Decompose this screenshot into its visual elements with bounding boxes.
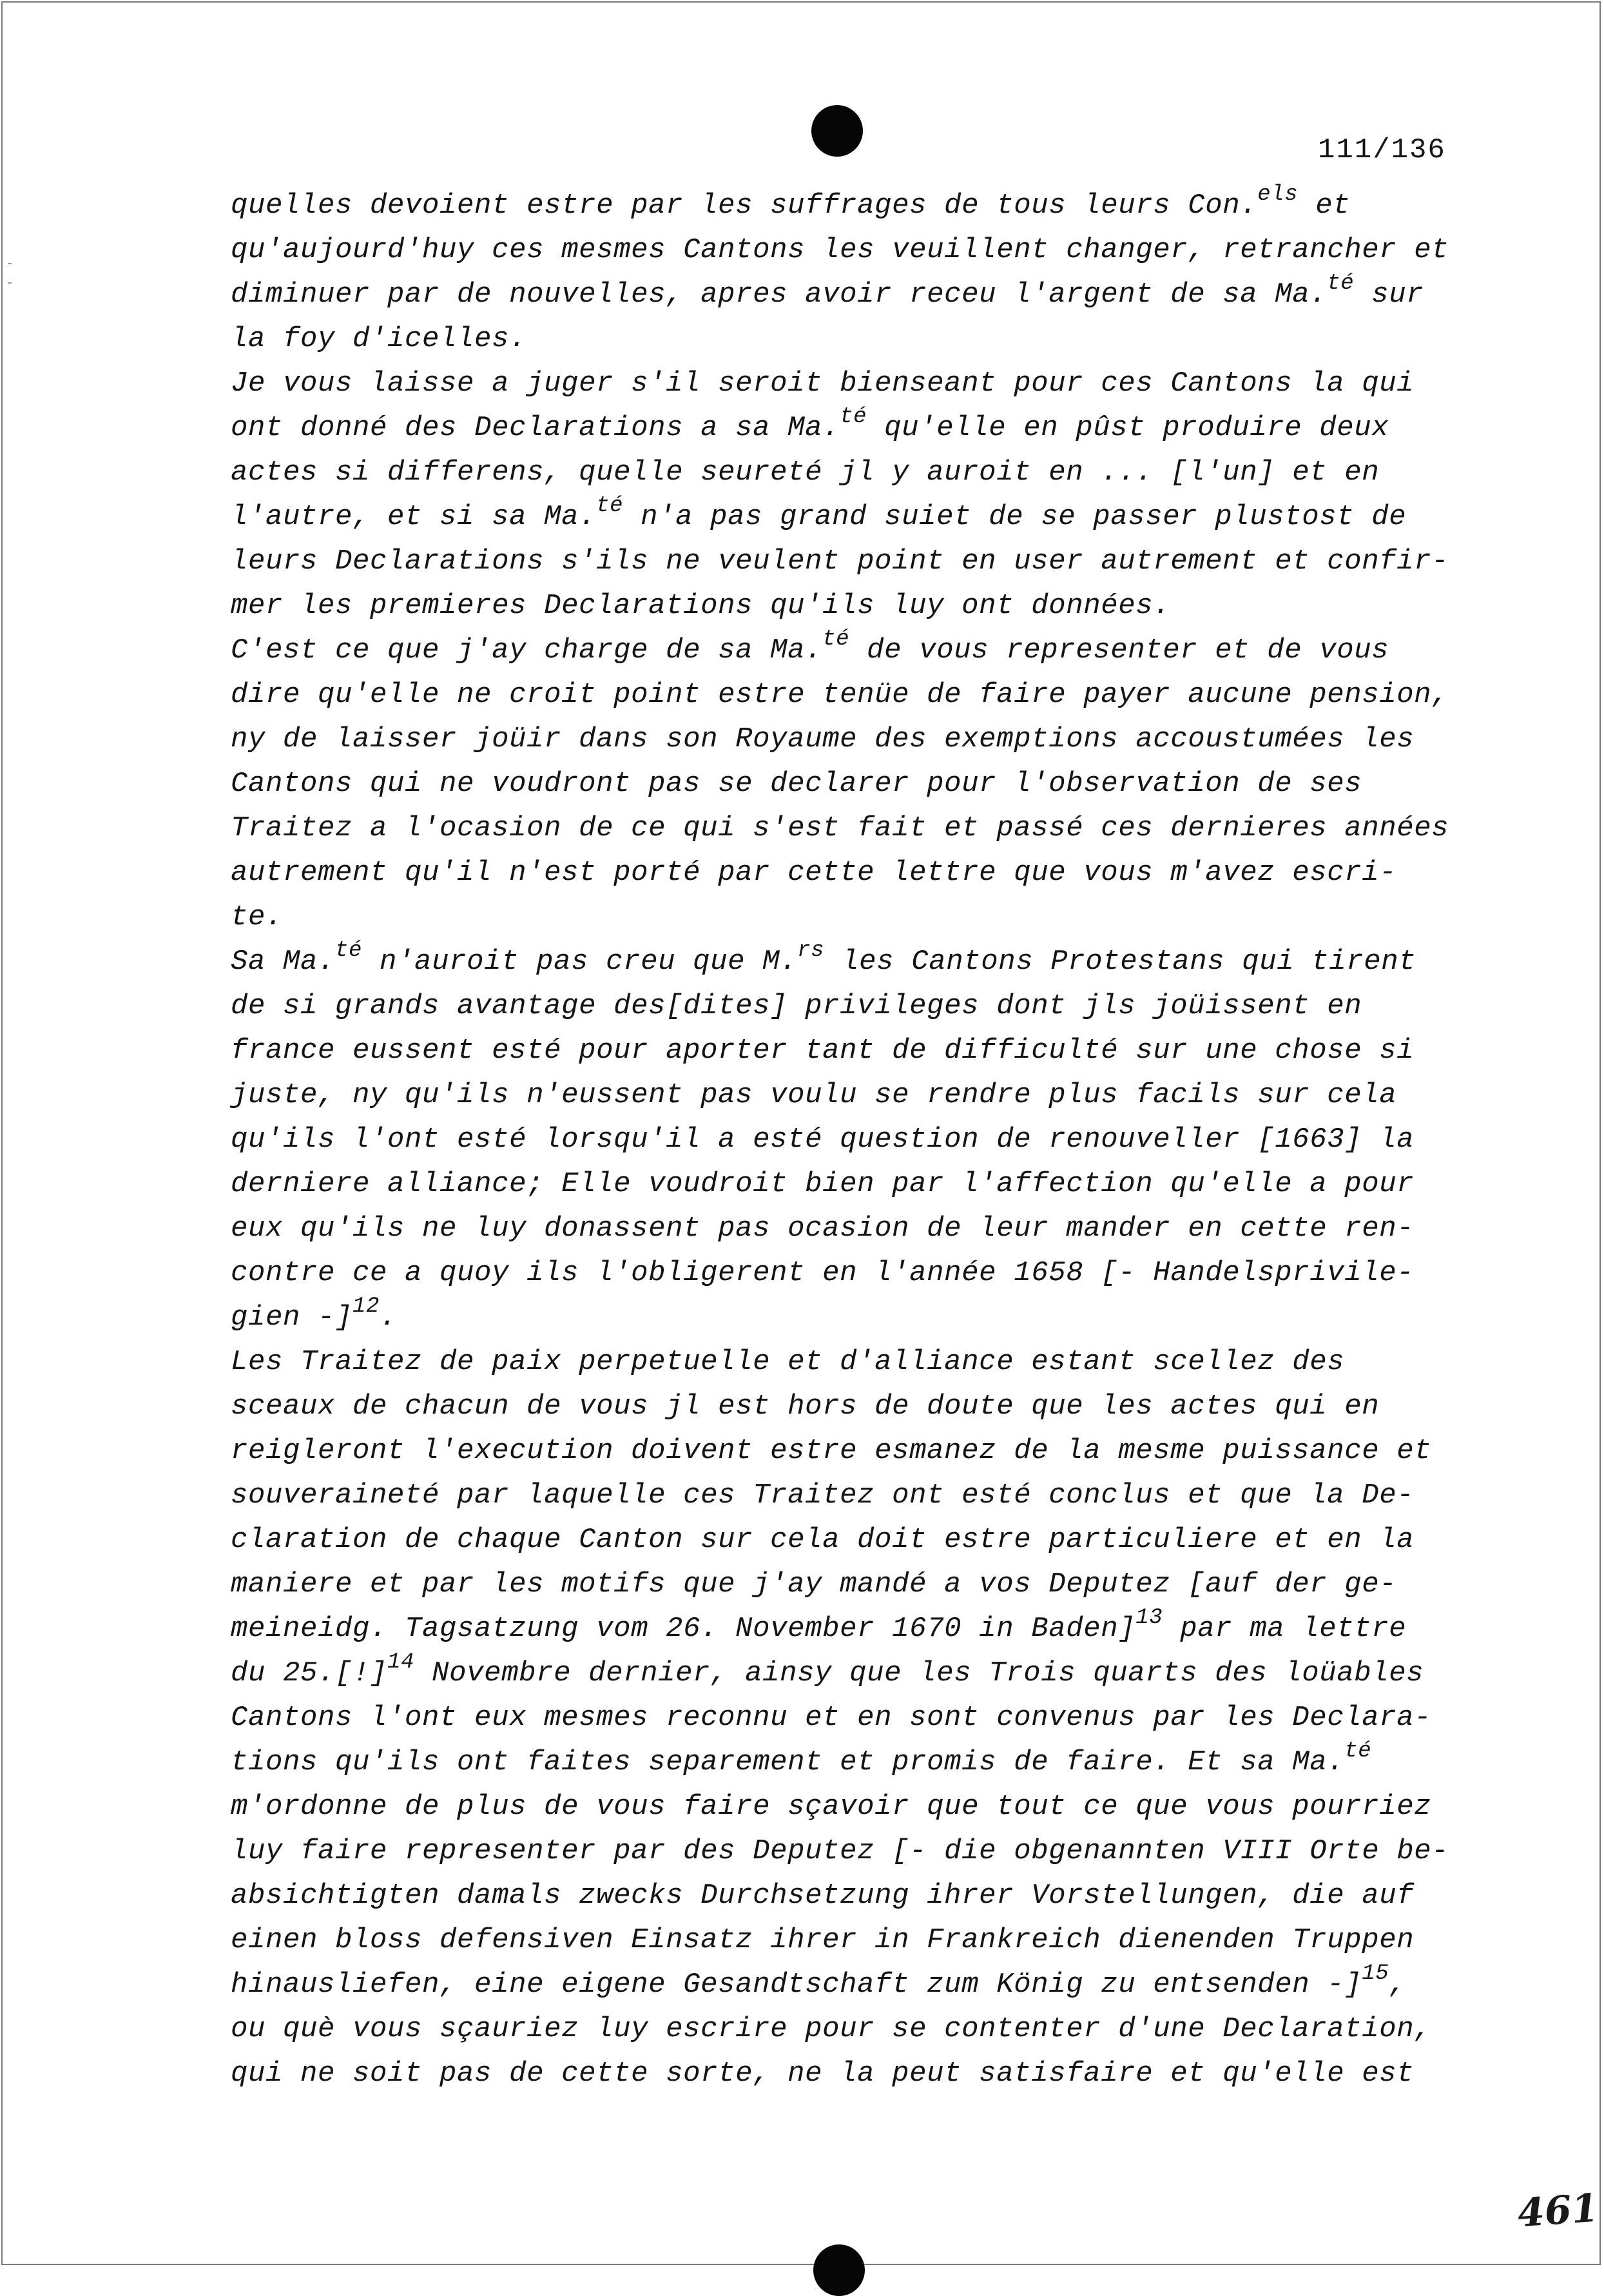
text-segment: diminuer par de nouvelles, apres avoir receu l'argent de sa Ma. — [231, 278, 1328, 311]
text-segment: de vous representer et de vous — [849, 634, 1389, 666]
text-line — [231, 406, 1462, 451]
punch-hole-bottom — [813, 2244, 865, 2296]
text-segment: n'a pas grand suiet de se passer plustost de — [623, 501, 1407, 533]
text-segment: ou què vous sçauriez luy escrire pour se contenter d'une Declaration, — [231, 2013, 1432, 2045]
text-segment: qu'aujourd'huy ces mesmes Cantons les veuillent changer, retrancher et — [231, 234, 1449, 266]
text-line — [231, 717, 1462, 762]
text-segment: eux qu'ils ne luy donassent pas ocasion de leur mander en cette ren- — [231, 1212, 1415, 1245]
document-body — [231, 184, 1462, 2096]
text-segment: Novembre dernier, ainsy que les Trois quarts des loüables — [414, 1657, 1424, 1689]
text-line — [231, 1562, 1462, 1607]
text-segment: Cantons l'ont eux mesmes reconnu et en sont convenus par les Declara- — [231, 1702, 1432, 1734]
text-segment: qui ne soit pas de cette sorte, ne la peut satisfaire et qu'elle est — [231, 2058, 1415, 2090]
text-segment: derniere alliance; Elle voudroit bien par l'affection qu'elle a pour — [231, 1168, 1415, 1200]
text-line — [231, 1918, 1462, 1963]
text-segment: Je vous laisse a juger s'il seroit bienseant pour ces Cantons la qui — [231, 367, 1415, 400]
text-segment: m'ordonne de plus de vous faire sçavoir que tout ce que vous pourriez — [231, 1791, 1432, 1823]
superscript: 13 — [1135, 1606, 1163, 1631]
text-line — [231, 2052, 1462, 2096]
text-line — [231, 1385, 1462, 1429]
text-segment: . — [380, 1301, 398, 1334]
text-segment: qu'elle en pûst produire deux — [867, 412, 1389, 444]
superscript: té — [1344, 1739, 1372, 1764]
text-line — [231, 1785, 1462, 1829]
text-segment: reigleront l'execution doivent estre esmanez de la mesme puissance et — [231, 1435, 1432, 1467]
text-line — [231, 806, 1462, 851]
text-line — [231, 2007, 1462, 2052]
text-line — [231, 1474, 1462, 1518]
text-segment: actes si differens, quelle seureté jl y auroit en ... [l'un] et en — [231, 456, 1380, 489]
text-segment: C'est ce que j'ay charge de sa Ma. — [231, 634, 823, 666]
text-line — [231, 451, 1462, 495]
text-line — [231, 1251, 1462, 1296]
text-line — [231, 851, 1462, 895]
text-segment: quelles devoient estre par les suffrages de tous leurs Con. — [231, 190, 1258, 222]
superscript: els — [1257, 182, 1299, 208]
text-line — [231, 1118, 1462, 1162]
punch-hole-top — [811, 105, 863, 157]
text-segment: n'auroit pas creu que M. — [362, 946, 798, 978]
text-segment: contre ce a quoy ils l'obligerent en l'année 1658 [- Handelsprivile- — [231, 1257, 1415, 1289]
text-line — [231, 1651, 1462, 1696]
text-segment: du 25.[!] — [231, 1657, 388, 1689]
text-line — [231, 1340, 1462, 1385]
text-line — [231, 228, 1462, 273]
text-segment: ont donné des Declarations a sa Ma. — [231, 412, 840, 444]
text-line — [231, 895, 1462, 940]
text-segment: ny de laisser joüir dans son Royaume des exemptions accoustumées les — [231, 723, 1415, 755]
text-line — [231, 1829, 1462, 1874]
text-segment: l'autre, et si sa Ma. — [231, 501, 597, 533]
superscript: té — [596, 494, 624, 519]
page-number: 111/136 — [1318, 134, 1446, 166]
text-segment: mer les premieres Declarations qu'ils luy ont données. — [231, 590, 1171, 622]
handwritten-folio-number: 461 — [1516, 2185, 1600, 2237]
text-segment: claration de chaque Canton sur cela doit estre particuliere et en la — [231, 1524, 1415, 1556]
superscript: 14 — [387, 1650, 415, 1675]
text-line — [231, 1874, 1462, 1918]
text-segment: souveraineté par laquelle ces Traitez ont esté conclus et que la De- — [231, 1479, 1415, 1512]
text-segment: de si grands avantage des[dites] privileges dont jls joüissent en — [231, 990, 1362, 1022]
text-line — [231, 362, 1462, 406]
text-line — [231, 1740, 1462, 1785]
superscript: té — [1327, 271, 1355, 297]
superscript: rs — [797, 939, 825, 964]
text-segment: meineidg. Tagsatzung vom 26. November 1670 in Baden] — [231, 1613, 1136, 1645]
text-line — [231, 1296, 1462, 1340]
text-segment: sceaux de chacun de vous jl est hors de doute que les actes qui en — [231, 1390, 1380, 1423]
superscript: té — [335, 939, 363, 964]
text-segment: einen bloss defensiven Einsatz ihrer in Frankreich dienenden Truppen — [231, 1924, 1415, 1956]
text-line — [231, 1696, 1462, 1740]
text-segment: et — [1298, 190, 1351, 222]
text-segment: autrement qu'il n'est porté par cette lettre que vous m'avez escri- — [231, 857, 1397, 889]
text-line — [231, 984, 1462, 1029]
text-line — [231, 540, 1462, 584]
text-segment: dire qu'elle ne croit point estre tenüe de faire payer aucune pension, — [231, 679, 1449, 711]
text-segment: , — [1389, 1969, 1407, 2001]
text-segment: qu'ils l'ont esté lorsqu'il a esté question de renouveller [1663] la — [231, 1124, 1415, 1156]
text-segment: par ma lettre — [1163, 1613, 1407, 1645]
superscript: té — [840, 405, 867, 430]
text-segment: absichtigten damals zwecks Durchsetzung ihrer Vorstellungen, die auf — [231, 1880, 1415, 1912]
text-segment: maniere et par les motifs que j'ay mandé a vos Deputez [auf der ge- — [231, 1568, 1397, 1600]
text-segment: Cantons qui ne voudront pas se declarer pour l'observation de ses — [231, 768, 1362, 800]
superscript: 12 — [353, 1294, 380, 1319]
text-line — [231, 673, 1462, 717]
text-line — [231, 584, 1462, 628]
margin-mark — [8, 263, 12, 264]
text-line — [231, 273, 1462, 317]
text-segment: gien -] — [231, 1301, 353, 1334]
text-line — [231, 1429, 1462, 1474]
text-line — [231, 1963, 1462, 2007]
text-segment: sur — [1354, 278, 1424, 311]
text-line — [231, 1073, 1462, 1118]
superscript: té — [822, 627, 850, 652]
text-segment: Sa Ma. — [231, 946, 336, 978]
text-segment: hinausliefen, eine eigene Gesandtschaft zum König zu entsenden -] — [231, 1969, 1362, 2001]
text-segment: luy faire representer par des Deputez [- die obgenannten VIII Orte be- — [231, 1835, 1449, 1867]
text-segment: Traitez a l'ocasion de ce qui s'est fait et passé ces dernieres années — [231, 812, 1449, 844]
text-line — [231, 762, 1462, 806]
text-segment: juste, ny qu'ils n'eussent pas voulu se rendre plus facils sur cela — [231, 1079, 1397, 1111]
text-segment: la foy d'icelles. — [231, 323, 527, 355]
margin-mark — [8, 282, 12, 284]
text-line — [231, 940, 1462, 984]
text-line — [231, 1607, 1462, 1651]
text-line — [231, 1207, 1462, 1251]
text-line — [231, 628, 1462, 673]
text-segment: Les Traitez de paix perpetuelle et d'alliance estant scellez des — [231, 1346, 1345, 1378]
text-line — [231, 495, 1462, 540]
text-segment: tions qu'ils ont faites separement et promis de faire. Et sa Ma. — [231, 1746, 1345, 1778]
text-line — [231, 1518, 1462, 1562]
text-segment: leurs Declarations s'ils ne veulent point en user autrement et confir- — [231, 545, 1449, 578]
text-line — [231, 184, 1462, 228]
text-segment: te. — [231, 901, 284, 933]
text-line — [231, 317, 1462, 362]
text-segment: les Cantons Protestans qui tirent — [824, 946, 1416, 978]
text-line — [231, 1029, 1462, 1073]
text-segment: france eussent esté pour aporter tant de difficulté sur une chose si — [231, 1035, 1415, 1067]
superscript: 15 — [1362, 1961, 1389, 1987]
text-line — [231, 1162, 1462, 1207]
